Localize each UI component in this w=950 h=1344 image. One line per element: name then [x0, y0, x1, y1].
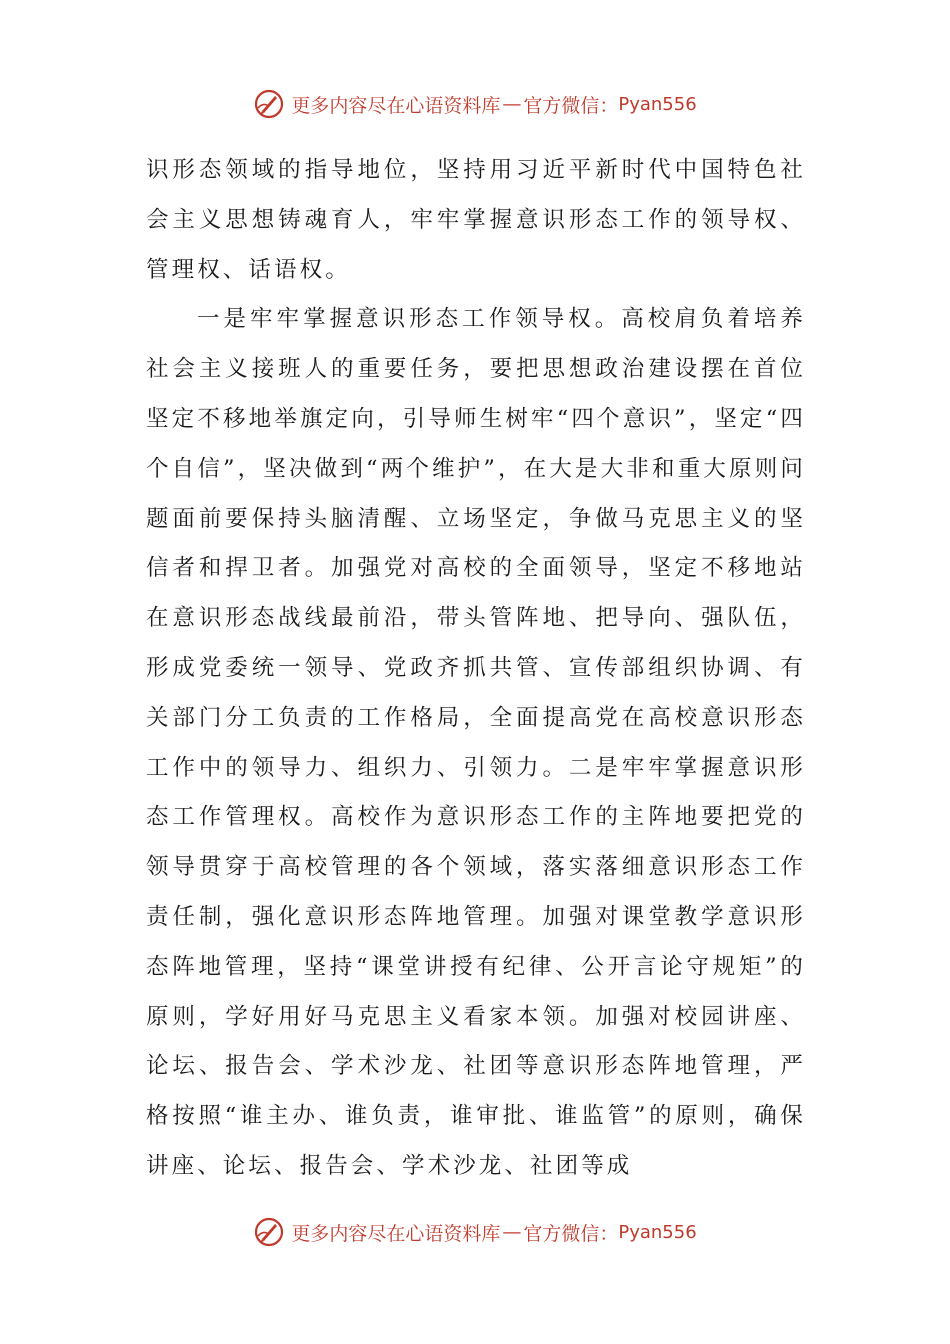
watermark-separator: —	[502, 1221, 522, 1243]
document-body	[146, 146, 806, 1192]
watermark-wechat-id: Pyan556	[618, 93, 697, 115]
quill-pen-icon	[253, 1216, 285, 1248]
watermark-site-text: 更多内容尽在心语资料库	[291, 1222, 501, 1245]
watermark-site-text: 更多内容尽在心语资料库	[291, 94, 501, 117]
watermark-separator: —	[502, 93, 522, 115]
quill-pen-icon	[253, 88, 285, 120]
paragraph-continuation: 识形态领域的指导地位，坚持用习近平新时代中国特色社会主义思想铸魂育人，牢牢掌握意识形态工作的领导权、管理权、话语权。	[146, 157, 806, 283]
watermark-wechat-id: Pyan556	[618, 1221, 697, 1243]
footer-watermark	[0, 1212, 950, 1252]
watermark-wechat-label: 官方微信：	[523, 1222, 619, 1245]
watermark-wechat-label: 官方微信：	[523, 94, 619, 117]
header-watermark	[0, 84, 950, 124]
paragraph-main: 一是牢牢掌握意识形态工作领导权。高校肩负着培养社会主义接班人的重要任务，要把思想政治建设摆在首位坚定不移地举旗定向，引导师生树牢“四个意识”，坚定“四个自信”，坚决做到“两个维护”，在大是大非和重大原则问题面前要保持头脑清醒、立场坚定，争做马克思主义的坚信者和捍卫者。加强党对高校的全面领导，坚定不移地站在意识形态战线最前沿，带头管阵地、把导向、强队伍，形成党委统一领导、党政齐抓共管、宣传部组织协调、有关部门分工负责的工作格局，全面提高党在高校意识形态工作中的领导力、组织力、引领力。二是牢牢掌握意识形态工作管理权。高校作为意识形态工作的主阵地要把党的领导贯穿于高校管理的各个领域，落实落细意识形态工作责任制，强化意识形态阵地管理。加强对课堂教学意识形态阵地管理，坚持“课堂讲授有纪律、公开言论守规矩”的原则，学好用好马克思主义看家本领。加强对校园讲座、论坛、报告会、学术沙龙、社团等意识形态阵地管理，严格按照“谁主办、谁负责，谁审批、谁监管”的原则，确保讲座、论坛、报告会、学术沙龙、社团等成	[146, 306, 806, 1179]
